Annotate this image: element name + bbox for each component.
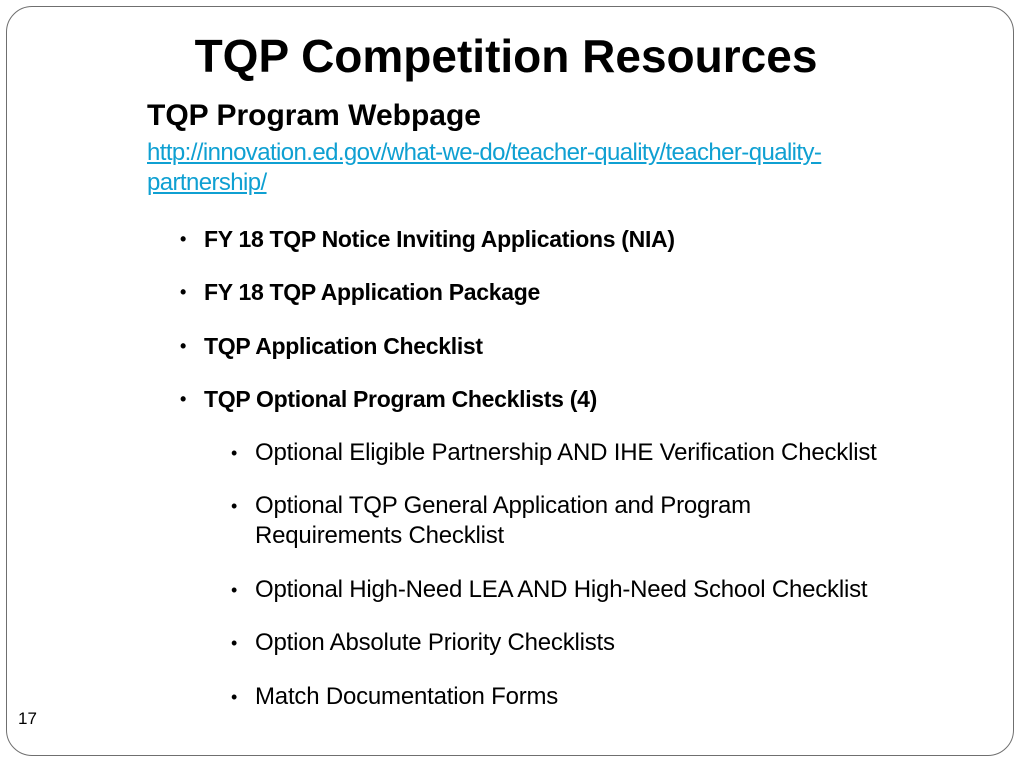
bullet: • — [180, 389, 187, 409]
page-number: 17 — [18, 709, 37, 728]
sub-list-item-text: Match Documentation Forms — [255, 683, 559, 710]
sub-list-item-text: Optional Eligible Partnership AND IHE Verification Checklist — [255, 439, 877, 466]
link-line-1: http://innovation.ed.gov/what-we-do/teacher-quality/teacher-quality- — [147, 139, 822, 166]
bullet: • — [180, 282, 187, 302]
bullet: • — [231, 633, 238, 653]
list-item-text: FY 18 TQP Notice Inviting Applications (NIA) — [204, 226, 675, 252]
sub-list-item-text: Optional High-Need LEA AND High-Need School Checklist — [255, 576, 868, 603]
bullet: • — [231, 687, 238, 707]
slide-title: TQP Competition Resources — [194, 30, 818, 82]
sub-list-item-text: Option Absolute Priority Checklists — [255, 629, 615, 656]
bullet: • — [231, 443, 238, 463]
bullet: • — [231, 496, 238, 516]
list-item-text: TQP Optional Program Checklists (4) — [204, 386, 597, 412]
program-webpage-link[interactable] — [147, 138, 947, 198]
list-item-text: FY 18 TQP Application Package — [204, 279, 540, 305]
link-line-2: partnership/ — [147, 169, 267, 196]
bullet: • — [231, 580, 238, 600]
bullet: • — [180, 336, 187, 356]
sub-list-item-text-line-2: Requirements Checklist — [255, 522, 505, 549]
bullet: • — [180, 229, 187, 249]
section-heading: TQP Program Webpage — [147, 99, 481, 132]
sub-list-item-text-line-1: Optional TQP General Application and Program — [255, 492, 751, 519]
list-item-text: TQP Application Checklist — [204, 333, 483, 359]
